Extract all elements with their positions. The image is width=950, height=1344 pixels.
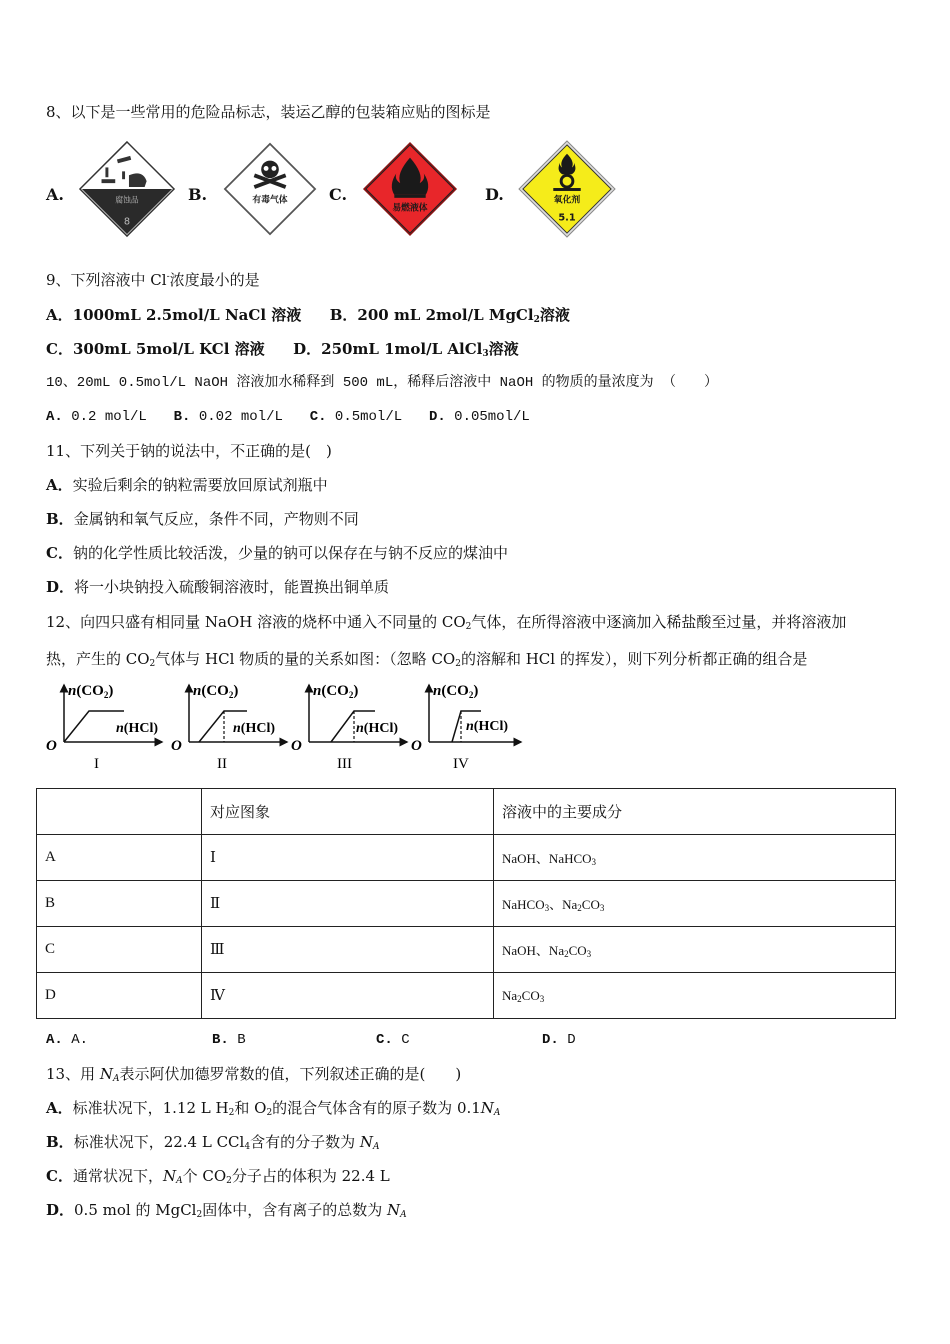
svg-text:易燃液体: 易燃液体 bbox=[392, 203, 428, 214]
q13-option-d[interactable]: D．0.5 mol 的 MgCl$_2$固体中，含有离子的总数为 $N_A$ bbox=[46, 1201, 407, 1220]
q13-option-a[interactable]: A．标准状况下，1.12 L $H_2$和 $O_2$的混合气体含有的原子数为 $0.1N_A$ bbox=[46, 1099, 501, 1118]
svg-text:O: O bbox=[46, 738, 57, 754]
q8-option-a-label: A. bbox=[46, 185, 64, 204]
q13-option-b[interactable]: B．标准状况下，22.4 L CCl$_4$含有的分子数为 $N_A$ bbox=[46, 1133, 380, 1152]
table-header-cell: 对应图象 bbox=[202, 789, 494, 835]
svg-text:I: I bbox=[94, 756, 99, 772]
svg-text:8: 8 bbox=[123, 216, 131, 228]
flammable-liquid-sign-icon[interactable] bbox=[361, 140, 459, 238]
graph-i bbox=[46, 683, 162, 772]
svg-text:O: O bbox=[291, 738, 302, 754]
oxidizer-sign-icon[interactable] bbox=[518, 140, 616, 238]
q12-answers bbox=[46, 1032, 646, 1052]
q8-option-d-label: D. bbox=[485, 185, 504, 204]
q12-answer-c[interactable]: C. C bbox=[376, 1032, 410, 1048]
svg-text:n(CO2): $n(CO_2)$ bbox=[193, 683, 239, 700]
q10-option-d[interactable]: D. 0.05mol/L bbox=[428, 409, 530, 425]
q12-stem-line-2: 热，产生的 $CO_2$气体与 HCl 物质的量的关系如图：（忽略 $CO_2$的溶解和 HCl 的挥发），则下列分析都正确的组合是 bbox=[46, 650, 808, 669]
toxic-gas-sign-icon[interactable] bbox=[221, 140, 319, 238]
q11-option-a[interactable]: A．实验后剩余的钠粒需要放回原试剂瓶中 bbox=[46, 476, 328, 494]
q9-options-row-2 bbox=[46, 339, 519, 359]
q9-options-row-1 bbox=[46, 305, 570, 325]
svg-text:5.1: 5.1 bbox=[558, 212, 576, 224]
table-header-cell bbox=[37, 789, 202, 835]
corrosive-sign-icon[interactable] bbox=[78, 140, 176, 238]
q13-stem: 13、用 $N_A$表示阿伏加德罗常数的值，下列叙述正确的是( ) bbox=[46, 1065, 462, 1084]
graph-ii bbox=[171, 683, 287, 772]
q12-answer-b[interactable]: B. B bbox=[212, 1032, 246, 1048]
table-row: B Ⅱ NaHCO$_3$、$Na_2CO_3$ bbox=[37, 881, 896, 927]
q9-option-c[interactable]: C．300mL 5mol/L KCl 溶液 bbox=[46, 340, 265, 358]
svg-text:O: O bbox=[411, 738, 422, 754]
graph-iv bbox=[411, 683, 521, 772]
svg-text:有毒气体: 有毒气体 bbox=[252, 195, 288, 206]
q8-stem: 8、以下是一些常用的危险品标志，装运乙醇的包装箱应贴的图标是 bbox=[46, 103, 491, 121]
table-header-row bbox=[37, 789, 896, 835]
q12-graphs bbox=[44, 680, 524, 775]
q10-option-a[interactable]: A. 0.2 mol/L bbox=[46, 409, 147, 425]
q8-option-b-label: B. bbox=[188, 185, 208, 204]
table-header-cell: 溶液中的主要成分 bbox=[494, 789, 896, 835]
q11-stem: 11、下列关于钠的说法中，不正确的是( ) bbox=[46, 442, 332, 460]
q11-option-c[interactable]: C．钠的化学性质比较活泼，少量的钠可以保存在与钠不反应的煤油中 bbox=[46, 544, 508, 562]
q10-stem: 10、20mL 0.5mol/L NaOH 溶液加水稀释到 500 mL，稀释后溶液中 NaOH 的物质的量浓度为 （ ） bbox=[46, 375, 719, 391]
q9-option-b[interactable]: B．200 mL 2mol/L MgCl$_2$溶液 bbox=[329, 306, 570, 325]
svg-text:n(HCl): n(HCl) bbox=[233, 721, 276, 736]
svg-text:III: III bbox=[337, 756, 352, 772]
q10-option-b[interactable]: B. 0.02 mol/L bbox=[173, 409, 283, 425]
q8-option-c-label: C. bbox=[329, 185, 348, 204]
svg-text:IV: IV bbox=[453, 756, 469, 772]
q10-options bbox=[46, 407, 530, 427]
q10-option-c[interactable]: C. 0.5mol/L bbox=[309, 409, 403, 425]
q12-answer-a[interactable]: A. A. bbox=[46, 1032, 89, 1048]
q9-stem: 9、下列溶液中 Cl-浓度最小的是 bbox=[46, 271, 260, 289]
svg-text:腐蚀品: 腐蚀品 bbox=[115, 195, 139, 205]
q12-answer-d[interactable]: D. D bbox=[542, 1032, 576, 1048]
table-row: C Ⅲ NaOH、$Na_2CO_3$ bbox=[37, 927, 896, 973]
table-row: D Ⅳ $Na_2CO_3$ bbox=[37, 973, 896, 1019]
svg-text:n(CO2): $n(CO_2)$ bbox=[433, 683, 479, 700]
q9-option-d[interactable]: D．250mL 1mol/L AlCl$_3$溶液 bbox=[293, 340, 519, 359]
table-row: A Ⅰ NaOH、NaHCO$_3$ bbox=[37, 835, 896, 881]
q12-stem-line-1: 12、向四只盛有相同量 NaOH 溶液的烧杯中通入不同量的 $CO_2$气体，在所得溶液中逐滴加入稀盐酸至过量，并将溶液加 bbox=[46, 613, 847, 632]
svg-text:II: II bbox=[217, 756, 227, 772]
svg-text:n(HCl): n(HCl) bbox=[466, 719, 509, 734]
svg-text:n(CO2): $n(CO_2)$ bbox=[68, 683, 114, 700]
q12-table bbox=[36, 788, 896, 1019]
q8-options bbox=[46, 140, 646, 240]
q11-option-d[interactable]: D．将一小块钠投入硫酸铜溶液时，能置换出铜单质 bbox=[46, 578, 390, 596]
svg-text:n(HCl): n(HCl) bbox=[356, 721, 399, 736]
svg-text:氧化剂: 氧化剂 bbox=[553, 195, 581, 206]
svg-text:n(CO2): $n(CO_2)$ bbox=[313, 683, 359, 700]
q13-option-c[interactable]: C．通常状况下，$N_A$个 $CO_2$分子占的体积为 22.4 L bbox=[46, 1167, 390, 1186]
svg-text:O: O bbox=[171, 738, 182, 754]
q9-option-a[interactable]: A．1000mL 2.5mol/L NaCl 溶液 bbox=[46, 306, 302, 324]
q11-option-b[interactable]: B．金属钠和氧气反应，条件不同，产物则不同 bbox=[46, 510, 359, 528]
svg-text:n(HCl): n(HCl) bbox=[116, 721, 159, 736]
graph-iii bbox=[291, 683, 407, 772]
